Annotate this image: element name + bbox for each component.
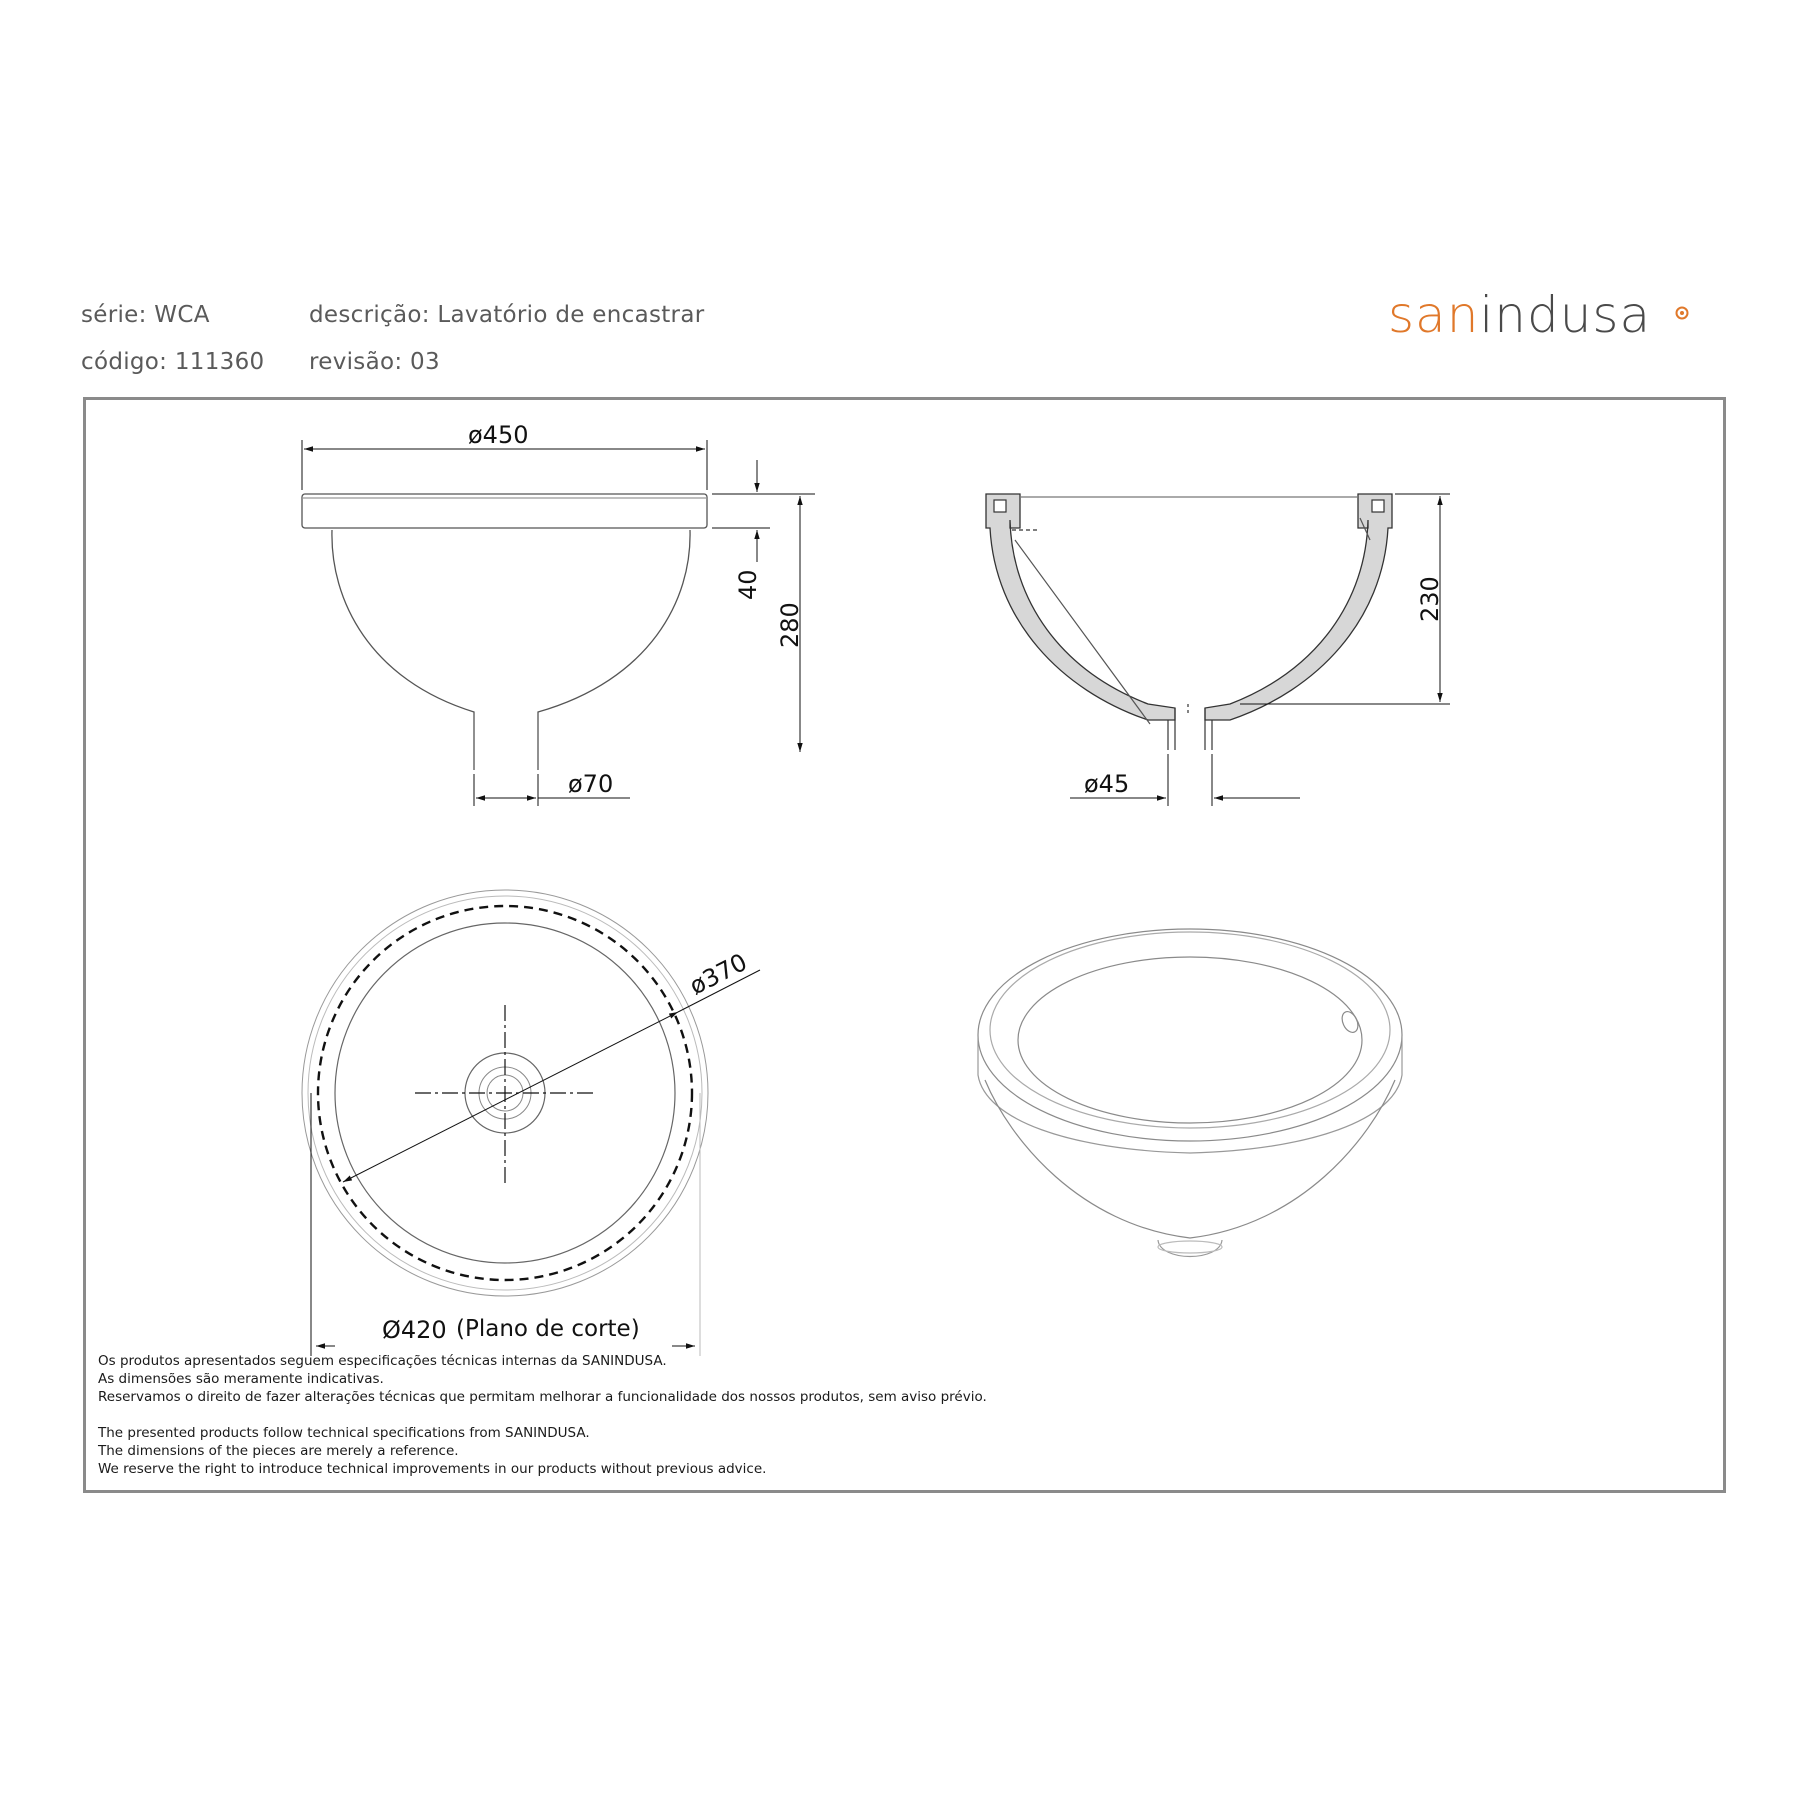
disclaimer-en: [98, 1424, 766, 1478]
front-rim: [302, 494, 707, 528]
front-dimensions: [302, 440, 815, 806]
disclaimer-line: The presented products follow technical specifications from SANINDUSA.: [98, 1425, 590, 1441]
dim-front-width: ø450: [468, 421, 529, 449]
disclaimer-line: The dimensions of the pieces are merely a reference.: [98, 1443, 459, 1459]
dim-drain-front: ø70: [568, 770, 614, 798]
front-bowl-left: [332, 530, 474, 770]
dim-cut-plane: Ø420: [382, 1316, 447, 1344]
serie-label: série: WCA: [81, 302, 210, 328]
disclaimer-line: As dimensões são meramente indicativas.: [98, 1371, 384, 1387]
dim-cut-plane-note: (Plano de corte): [456, 1316, 640, 1342]
logo-indusa: indusa: [1479, 286, 1652, 344]
disclaimer-line: Reservamos o direito de fazer alterações técnicas que permitam melhorar a funcionalidade dos nossos produtos, sem aviso prévio.: [98, 1389, 987, 1405]
front-elevation: [302, 494, 707, 770]
descricao-label: descrição: Lavatório de encastrar: [309, 302, 705, 328]
section-wall-left: [986, 494, 1175, 720]
disclaimer-line: We reserve the right to introduce technical improvements in our products without previous advice.: [98, 1461, 767, 1477]
disclaimer-line: Os produtos apresentados seguem especificações técnicas internas da SANINDUSA.: [98, 1353, 667, 1369]
logo-san: san: [1388, 286, 1480, 344]
codigo-label: código: 111360: [81, 349, 265, 375]
disclaimer-pt: [98, 1352, 987, 1406]
dim-drain-section: ø45: [1084, 770, 1130, 798]
plan-view: [302, 890, 760, 1356]
front-bowl-right: [538, 530, 690, 770]
section-dimensions: [1070, 494, 1450, 806]
perspective-view: [978, 929, 1402, 1257]
revisao-label: revisão: 03: [309, 349, 440, 375]
dim-inner-diameter: ø370: [685, 947, 752, 1001]
cross-section: [986, 494, 1392, 720]
dim-section-height: 230: [1416, 576, 1444, 622]
dim-total-height: 280: [776, 602, 804, 648]
dim-rim-height: 40: [734, 569, 762, 600]
